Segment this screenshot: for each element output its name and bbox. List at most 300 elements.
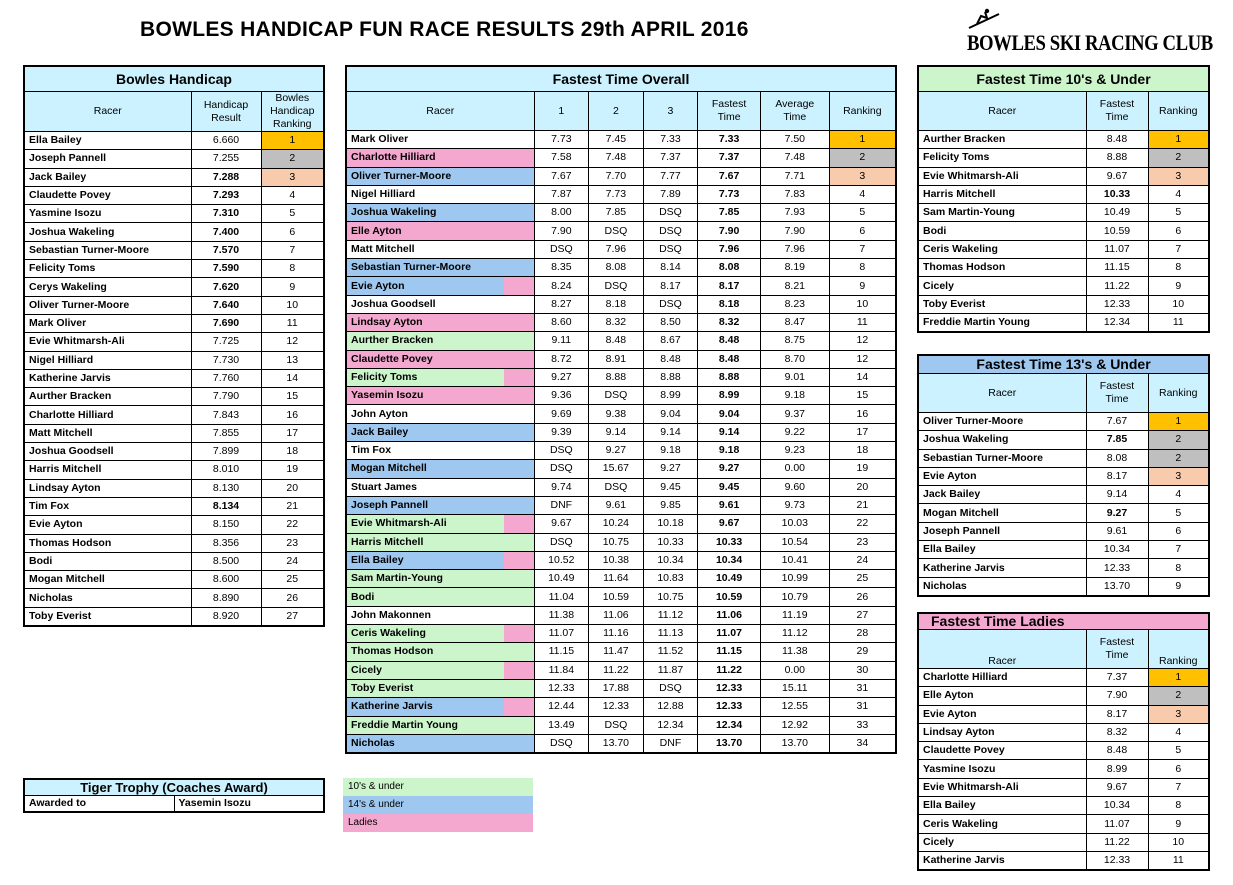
table-cell: Sebastian Turner-Moore	[918, 449, 1086, 467]
col-header: Ranking	[829, 92, 896, 131]
table-cell: DSQ	[589, 277, 644, 295]
table-cell: 9.60	[760, 478, 829, 496]
table-cell: 10.59	[1086, 222, 1148, 240]
table-row	[918, 541, 1209, 559]
col-header: 2	[589, 92, 644, 131]
table-cell: Felicity Toms	[346, 368, 534, 386]
table-cell: 2	[829, 149, 896, 167]
table-cell: 8.99	[643, 387, 698, 405]
table-cell: DSQ	[534, 734, 589, 753]
table-cell: Freddie Martin Young	[918, 313, 1086, 332]
table-cell: 13	[261, 351, 324, 369]
table-cell: 8.08	[1086, 449, 1148, 467]
table-cell: 11.12	[760, 625, 829, 643]
table-cell: Felicity Toms	[918, 149, 1086, 167]
table-cell: 8.24	[534, 277, 589, 295]
table-cell: 10.41	[760, 551, 829, 569]
table-cell: 10.99	[760, 570, 829, 588]
table-cell: 24	[261, 552, 324, 570]
table-row	[24, 168, 324, 186]
tiger-trophy-table	[23, 778, 325, 813]
table-cell: 12	[829, 350, 896, 368]
table-row	[24, 314, 324, 332]
table-cell: Sam Martin-Young	[918, 204, 1086, 222]
table-cell: 9.38	[589, 405, 644, 423]
col-header: Racer	[918, 374, 1086, 413]
table-cell: 9.14	[643, 423, 698, 441]
table-cell: Harris Mitchell	[346, 533, 534, 551]
table-cell: 18	[261, 443, 324, 461]
table-cell: 5	[1148, 504, 1209, 522]
col-header: Racer	[918, 92, 1086, 131]
table-cell: Joseph Pannell	[346, 496, 534, 514]
table-cell: 7.899	[191, 443, 261, 461]
ladies-title: Fastest Time Ladies	[918, 613, 1209, 630]
table-cell: 7.96	[760, 240, 829, 258]
table-cell: 11.19	[760, 606, 829, 624]
table-cell: DSQ	[643, 295, 698, 313]
table-cell: Nigel Hilliard	[346, 185, 534, 203]
table-row	[346, 734, 896, 753]
table-cell: Toby Everist	[346, 679, 534, 697]
table-cell: 9.23	[760, 442, 829, 460]
table-cell: 23	[261, 534, 324, 552]
table-cell: 7	[829, 240, 896, 258]
table-cell: 17	[261, 424, 324, 442]
table-row	[24, 607, 324, 626]
table-cell: 2	[1148, 449, 1209, 467]
table-cell: 8.08	[698, 259, 761, 277]
table-cell: DSQ	[534, 460, 589, 478]
table-cell: 7.96	[698, 240, 761, 258]
table-cell: 16	[829, 405, 896, 423]
table-cell: 25	[261, 571, 324, 589]
table-row	[918, 687, 1209, 705]
table-cell: 12.33	[534, 679, 589, 697]
table-cell: 12.92	[760, 716, 829, 734]
table-cell: 6	[1148, 760, 1209, 778]
table-cell: Tim Fox	[24, 497, 191, 515]
table-cell: 8.32	[1086, 723, 1148, 741]
table-cell: 9.69	[534, 405, 589, 423]
table-cell: 7.50	[760, 131, 829, 149]
table-cell: 7.90	[760, 222, 829, 240]
table-cell: 30	[829, 661, 896, 679]
table-cell: 6	[261, 223, 324, 241]
table-cell: 7.760	[191, 369, 261, 387]
table-cell: 21	[261, 497, 324, 515]
table-cell: Charlotte Hilliard	[24, 406, 191, 424]
table-row	[346, 570, 896, 588]
table-cell: 10.33	[643, 533, 698, 551]
table-cell: 31	[829, 679, 896, 697]
table-cell: Evie Whitmarsh-Ali	[918, 778, 1086, 796]
table-cell: 29	[829, 643, 896, 661]
table-cell: 7	[261, 241, 324, 259]
table-cell: 22	[829, 515, 896, 533]
table-row	[918, 204, 1209, 222]
table-cell: 7.85	[698, 204, 761, 222]
table-cell: 7.790	[191, 388, 261, 406]
table-cell: Lindsay Ayton	[918, 723, 1086, 741]
table-cell: Ella Bailey	[24, 132, 191, 150]
table-row	[918, 185, 1209, 203]
table-row	[346, 460, 896, 478]
table-row	[918, 222, 1209, 240]
table-cell: 9.18	[698, 442, 761, 460]
table-cell: 8.50	[643, 313, 698, 331]
table-cell: Evie Ayton	[346, 277, 534, 295]
table-cell: 11.38	[534, 606, 589, 624]
table-cell: 7.310	[191, 205, 261, 223]
table-cell: 10.33	[1086, 185, 1148, 203]
table-cell: 7.725	[191, 333, 261, 351]
overall-table	[345, 65, 897, 754]
table-cell: 9.36	[534, 387, 589, 405]
table-row	[346, 167, 896, 185]
table-cell: 8.48	[1086, 742, 1148, 760]
table-cell: Joshua Wakeling	[24, 223, 191, 241]
table-cell: 11.07	[1086, 240, 1148, 258]
table-cell: 8.08	[589, 259, 644, 277]
table-cell: 8.134	[191, 497, 261, 515]
col-header: Fastest Time	[1086, 630, 1148, 669]
table-cell: 8.920	[191, 607, 261, 626]
table-cell: 8.21	[760, 277, 829, 295]
table-cell: 6	[1148, 522, 1209, 540]
table-cell: 12.44	[534, 698, 589, 716]
table-cell: Elle Ayton	[918, 687, 1086, 705]
table-cell: 1	[1148, 669, 1209, 687]
table-cell: 10.33	[698, 533, 761, 551]
table-cell: DSQ	[589, 387, 644, 405]
table-cell: 9.27	[534, 368, 589, 386]
table-row	[24, 333, 324, 351]
legend-u10: 10's & under	[343, 778, 533, 796]
table-cell: 12.34	[1086, 313, 1148, 332]
table-cell: 11.22	[1086, 833, 1148, 851]
table-cell: 10.54	[760, 533, 829, 551]
table-cell: 7.48	[589, 149, 644, 167]
table-cell: 16	[261, 406, 324, 424]
table-row	[346, 240, 896, 258]
table-cell: 7.33	[643, 131, 698, 149]
table-cell: 8.48	[643, 350, 698, 368]
ladies-table	[917, 612, 1210, 871]
table-cell: 13.70	[698, 734, 761, 753]
table-cell: 9.04	[698, 405, 761, 423]
table-cell: Felicity Toms	[24, 260, 191, 278]
table-cell: Katherine Jarvis	[346, 698, 534, 716]
table-row	[346, 661, 896, 679]
table-cell: 11.12	[643, 606, 698, 624]
table-cell: 9.67	[1086, 778, 1148, 796]
table-cell: 9.61	[589, 496, 644, 514]
table-cell: DSQ	[589, 478, 644, 496]
table-cell: 8.17	[1086, 705, 1148, 723]
table-row	[918, 413, 1209, 431]
table-cell: 10.49	[698, 570, 761, 588]
table-cell: 20	[261, 479, 324, 497]
table-row	[346, 679, 896, 697]
table-cell: 5	[1148, 742, 1209, 760]
table-cell: 4	[1148, 723, 1209, 741]
table-cell: 2	[1148, 431, 1209, 449]
table-cell: 7.70	[589, 167, 644, 185]
table-row	[24, 241, 324, 259]
table-cell: 14	[261, 369, 324, 387]
col-header: Racer	[918, 630, 1086, 669]
table-cell: 8.18	[698, 295, 761, 313]
table-cell: 10.34	[698, 551, 761, 569]
col-header: Fastest Time	[1086, 374, 1148, 413]
table-cell: 3	[829, 167, 896, 185]
table-cell: 9.11	[534, 332, 589, 350]
table-cell: 7.77	[643, 167, 698, 185]
table-cell: 8.72	[534, 350, 589, 368]
table-row	[918, 833, 1209, 851]
table-cell: 9.01	[760, 368, 829, 386]
table-cell: Ceris Wakeling	[918, 815, 1086, 833]
table-cell: 12.33	[1086, 295, 1148, 313]
table-cell: 12	[829, 332, 896, 350]
table-cell: 12.33	[698, 679, 761, 697]
table-cell: 11.07	[698, 625, 761, 643]
table-cell: 8.60	[534, 313, 589, 331]
table-cell: 7.620	[191, 278, 261, 296]
table-cell: Cicely	[918, 277, 1086, 295]
table-row	[918, 559, 1209, 577]
table-cell: 8.48	[698, 350, 761, 368]
table-cell: 8.18	[589, 295, 644, 313]
table-cell: 5	[829, 204, 896, 222]
table-cell: 11.87	[643, 661, 698, 679]
table-cell: 7.73	[534, 131, 589, 149]
table-cell: 7.855	[191, 424, 261, 442]
table-cell: 11.04	[534, 588, 589, 606]
table-cell: 31	[829, 698, 896, 716]
table-cell: 9.61	[1086, 522, 1148, 540]
table-cell: DSQ	[643, 222, 698, 240]
legend-ladies: Ladies	[343, 814, 533, 832]
table-cell: 9	[1148, 277, 1209, 295]
table-cell: 4	[261, 186, 324, 204]
table-cell: 21	[829, 496, 896, 514]
table-cell: 33	[829, 716, 896, 734]
table-cell: 8.88	[698, 368, 761, 386]
col-header: Ranking	[1148, 630, 1209, 669]
table-row	[24, 351, 324, 369]
table-cell: 10	[1148, 295, 1209, 313]
table-cell: 26	[261, 589, 324, 607]
table-cell: Jack Bailey	[24, 168, 191, 186]
table-cell: 7.570	[191, 241, 261, 259]
table-cell: 8.150	[191, 516, 261, 534]
table-row	[918, 167, 1209, 185]
table-row	[24, 150, 324, 168]
table-cell: 4	[829, 185, 896, 203]
table-cell: DNF	[534, 496, 589, 514]
table-row	[346, 551, 896, 569]
table-cell: 8.17	[698, 277, 761, 295]
table-row	[918, 149, 1209, 167]
table-cell: 10.52	[534, 551, 589, 569]
table-cell: 8.48	[698, 332, 761, 350]
table-cell: 3	[1148, 167, 1209, 185]
table-cell: Ella Bailey	[918, 797, 1086, 815]
table-row	[918, 778, 1209, 796]
table-row	[24, 406, 324, 424]
table-cell: Joseph Pannell	[24, 150, 191, 168]
table-cell: Sebastian Turner-Moore	[24, 241, 191, 259]
table-cell: 11.84	[534, 661, 589, 679]
table-cell: Bodi	[918, 222, 1086, 240]
table-cell: 9.67	[1086, 167, 1148, 185]
table-cell: Evie Ayton	[918, 467, 1086, 485]
table-cell: 17	[829, 423, 896, 441]
table-cell: 7.90	[698, 222, 761, 240]
table-cell: 8.70	[760, 350, 829, 368]
logo-text: BOWLES SKI RACING CLUB	[967, 30, 1213, 55]
table-cell: Tim Fox	[346, 442, 534, 460]
table-cell: 12.88	[643, 698, 698, 716]
table-cell: 9.73	[760, 496, 829, 514]
table-cell: Aurther Bracken	[918, 131, 1086, 149]
table-row	[346, 387, 896, 405]
col-header: Handicap Result	[191, 92, 261, 132]
club-logo	[965, 8, 1213, 58]
table-cell: 12.33	[589, 698, 644, 716]
table-row	[346, 350, 896, 368]
table-cell: Claudette Povey	[24, 186, 191, 204]
table-cell: 9.18	[760, 387, 829, 405]
table-cell: 8.356	[191, 534, 261, 552]
table-cell: Mogan Mitchell	[346, 460, 534, 478]
table-cell: 10.59	[698, 588, 761, 606]
table-cell: 9.45	[643, 478, 698, 496]
table-row	[24, 479, 324, 497]
table-cell: Nicholas	[346, 734, 534, 753]
table-cell: Harris Mitchell	[24, 461, 191, 479]
table-row	[346, 478, 896, 496]
table-cell: John Makonnen	[346, 606, 534, 624]
col-header: Average Time	[760, 92, 829, 131]
table-cell: 8.130	[191, 479, 261, 497]
table-cell: Yasmine Isozu	[24, 205, 191, 223]
u13-table	[917, 354, 1210, 597]
table-cell: 5	[1148, 204, 1209, 222]
table-row	[24, 552, 324, 570]
table-cell: 12.34	[643, 716, 698, 734]
table-row	[346, 405, 896, 423]
legend-u14: 14's & under	[343, 796, 533, 814]
table-cell: Thomas Hodson	[346, 643, 534, 661]
table-row	[918, 760, 1209, 778]
table-cell: 11.22	[1086, 277, 1148, 295]
table-cell: 13.70	[589, 734, 644, 753]
table-cell: 3	[1148, 467, 1209, 485]
table-cell: Evie Whitmarsh-Ali	[24, 333, 191, 351]
table-cell: 7.640	[191, 296, 261, 314]
table-cell: Ella Bailey	[346, 551, 534, 569]
table-cell: 8.890	[191, 589, 261, 607]
table-cell: 24	[829, 551, 896, 569]
table-row	[346, 625, 896, 643]
table-cell: 10.03	[760, 515, 829, 533]
table-cell: 18	[829, 442, 896, 460]
table-cell: DSQ	[643, 679, 698, 697]
table-cell: 7.93	[760, 204, 829, 222]
table-cell: 11.15	[534, 643, 589, 661]
table-row	[918, 449, 1209, 467]
table-row	[346, 131, 896, 149]
table-cell: Elle Ayton	[346, 222, 534, 240]
table-cell: 8	[829, 259, 896, 277]
table-cell: 7	[1148, 541, 1209, 559]
table-cell: Oliver Turner-Moore	[346, 167, 534, 185]
table-cell: 7.400	[191, 223, 261, 241]
table-cell: 8.48	[1086, 131, 1148, 149]
table-row	[346, 716, 896, 734]
table-cell: 10.49	[1086, 204, 1148, 222]
table-cell: 8.99	[1086, 760, 1148, 778]
table-cell: Cerys Wakeling	[24, 278, 191, 296]
table-cell: 7.37	[1086, 669, 1148, 687]
u13-title: Fastest Time 13's & Under	[918, 355, 1209, 374]
table-cell: 11	[1148, 851, 1209, 870]
table-cell: DSQ	[589, 222, 644, 240]
table-row	[346, 295, 896, 313]
table-cell: Joshua Wakeling	[346, 204, 534, 222]
table-cell: 1	[829, 131, 896, 149]
table-cell: Aurther Bracken	[346, 332, 534, 350]
table-cell: 7.730	[191, 351, 261, 369]
table-cell: 8.48	[589, 332, 644, 350]
table-cell: 8.00	[534, 204, 589, 222]
table-cell: 7.85	[589, 204, 644, 222]
col-header: 1	[534, 92, 589, 131]
table-cell: 10	[829, 295, 896, 313]
table-cell: 11.15	[1086, 259, 1148, 277]
page-title: BOWLES HANDICAP FUN RACE RESULTS 29th APRIL 2016	[140, 18, 749, 41]
table-cell: 11	[829, 313, 896, 331]
table-cell: Yasemin Isozu	[346, 387, 534, 405]
table-row	[918, 486, 1209, 504]
table-cell: 8	[261, 260, 324, 278]
table-cell: 8	[1148, 259, 1209, 277]
table-row	[918, 669, 1209, 687]
tiger-title: Tiger Trophy (Coaches Award)	[24, 779, 324, 796]
table-cell: 8.99	[698, 387, 761, 405]
u10-table	[917, 65, 1210, 333]
col-header: Ranking	[1148, 374, 1209, 413]
table-cell: 9.61	[698, 496, 761, 514]
table-cell: 12.34	[698, 716, 761, 734]
table-cell: 9.27	[1086, 504, 1148, 522]
table-cell: 9.37	[760, 405, 829, 423]
table-cell: 9	[1148, 815, 1209, 833]
table-cell: 11.38	[760, 643, 829, 661]
table-cell: 8.17	[643, 277, 698, 295]
table-cell: 11.64	[589, 570, 644, 588]
table-cell: 26	[829, 588, 896, 606]
table-cell: 9.85	[643, 496, 698, 514]
table-cell: 0.00	[760, 661, 829, 679]
table-cell: Freddie Martin Young	[346, 716, 534, 734]
table-cell: Cicely	[918, 833, 1086, 851]
table-cell: 11.22	[589, 661, 644, 679]
table-cell: 9.27	[643, 460, 698, 478]
